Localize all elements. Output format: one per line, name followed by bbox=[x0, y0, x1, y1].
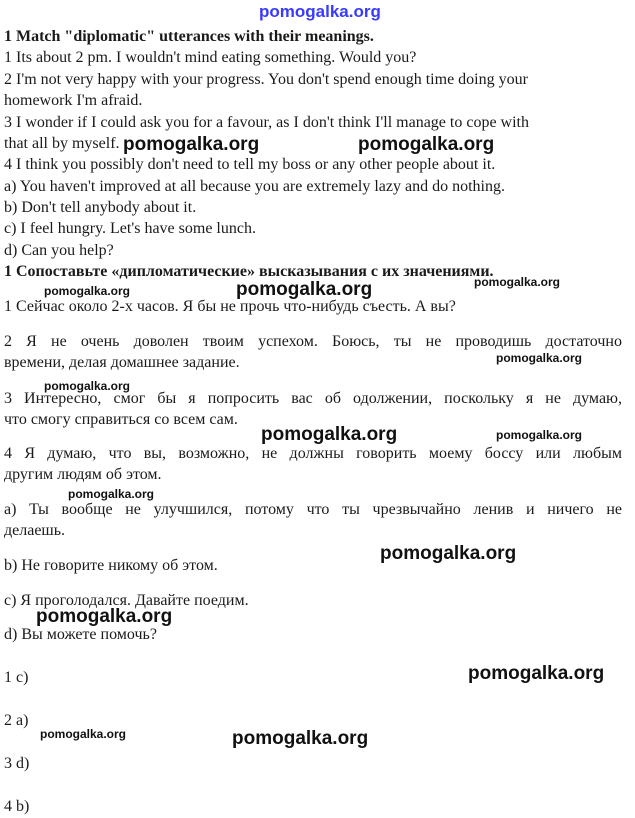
english-item-3-line-2: that all by myself. bbox=[4, 135, 120, 152]
russian-item-3-line-1: 3 Интересно, смог бы я попросить вас об одолжении, поскольку я не думаю, bbox=[4, 390, 622, 407]
russian-meaning-a-line-1: a) Ты вообще не улучшился, потому что ты чрезвычайно ленив и ничего не bbox=[4, 501, 622, 518]
russian-item-4-line-1: 4 Я думаю, что вы, возможно, не должны говорить моему боссу или любым bbox=[4, 445, 622, 462]
watermark: pomogalka.org bbox=[236, 279, 373, 300]
watermark: pomogalka.org bbox=[468, 663, 605, 684]
english-item-1: 1 Its about 2 pm. I wouldn't mind eating something. Would you? bbox=[4, 49, 417, 66]
russian-item-3-line-2: что смогу справиться со всем сам. bbox=[4, 411, 238, 428]
english-meaning-d: d) Can you help? bbox=[4, 242, 114, 259]
watermark: pomogalka.org bbox=[232, 728, 369, 749]
answer-4: 4 b) bbox=[4, 798, 30, 815]
watermark: pomogalka.org bbox=[474, 275, 561, 289]
watermark: pomogalka.org bbox=[496, 351, 583, 365]
watermark: pomogalka.org bbox=[44, 284, 131, 298]
watermark: pomogalka.org bbox=[40, 727, 127, 741]
english-meaning-a: a) You haven't improved at all because you are extremely lazy and do nothing. bbox=[4, 178, 505, 195]
watermark: pomogalka.org bbox=[358, 134, 495, 155]
russian-item-1: 1 Сейчас около 2-х часов. Я бы не прочь что-нибудь съесть. А вы? bbox=[4, 298, 456, 315]
watermark-top: pomogalka.org bbox=[259, 2, 381, 21]
watermark: pomogalka.org bbox=[68, 487, 155, 501]
russian-meaning-a-line-2: делаешь. bbox=[4, 522, 66, 539]
english-item-2-line-2: homework I'm afraid. bbox=[4, 92, 143, 109]
russian-item-2-line-2: времени, делая домашнее задание. bbox=[4, 354, 240, 371]
english-item-2-line-1: 2 I'm not very happy with your progress. You don't spend enough time doing your bbox=[4, 71, 528, 88]
russian-heading: 1 Сопоставьте «дипломатические» высказывания с их значениями. bbox=[4, 263, 494, 280]
watermark: pomogalka.org bbox=[261, 424, 398, 445]
watermark: pomogalka.org bbox=[36, 606, 173, 627]
russian-item-2-line-1: 2 Я не очень доволен твоим успехом. Боюсь, ты не проводишь достаточно bbox=[4, 333, 622, 350]
english-item-3-line-1: 3 I wonder if I could ask you for a favour, as I don't think I'll manage to cope with bbox=[4, 114, 529, 131]
english-meaning-c: c) I feel hungry. Let's have some lunch. bbox=[4, 220, 256, 237]
answer-3: 3 d) bbox=[4, 755, 30, 772]
english-meaning-b: b) Don't tell anybody about it. bbox=[4, 199, 197, 216]
watermark: pomogalka.org bbox=[123, 134, 260, 155]
answer-1: 1 c) bbox=[4, 669, 29, 686]
watermark: pomogalka.org bbox=[380, 543, 517, 564]
answer-2: 2 a) bbox=[4, 712, 29, 729]
watermark: pomogalka.org bbox=[44, 379, 131, 393]
english-heading: 1 Match "diplomatic" utterances with their meanings. bbox=[4, 28, 374, 45]
russian-meaning-b: b) Не говорите никому об этом. bbox=[4, 557, 218, 574]
russian-item-4-line-2: другим людям об этом. bbox=[4, 466, 162, 483]
watermark: pomogalka.org bbox=[496, 428, 583, 442]
russian-meaning-c: c) Я проголодался. Давайте поедим. bbox=[4, 592, 249, 609]
english-item-4: 4 I think you possibly don't need to tell my boss or any other people about it. bbox=[4, 156, 496, 173]
russian-meaning-d: d) Вы можете помочь? bbox=[4, 626, 157, 643]
